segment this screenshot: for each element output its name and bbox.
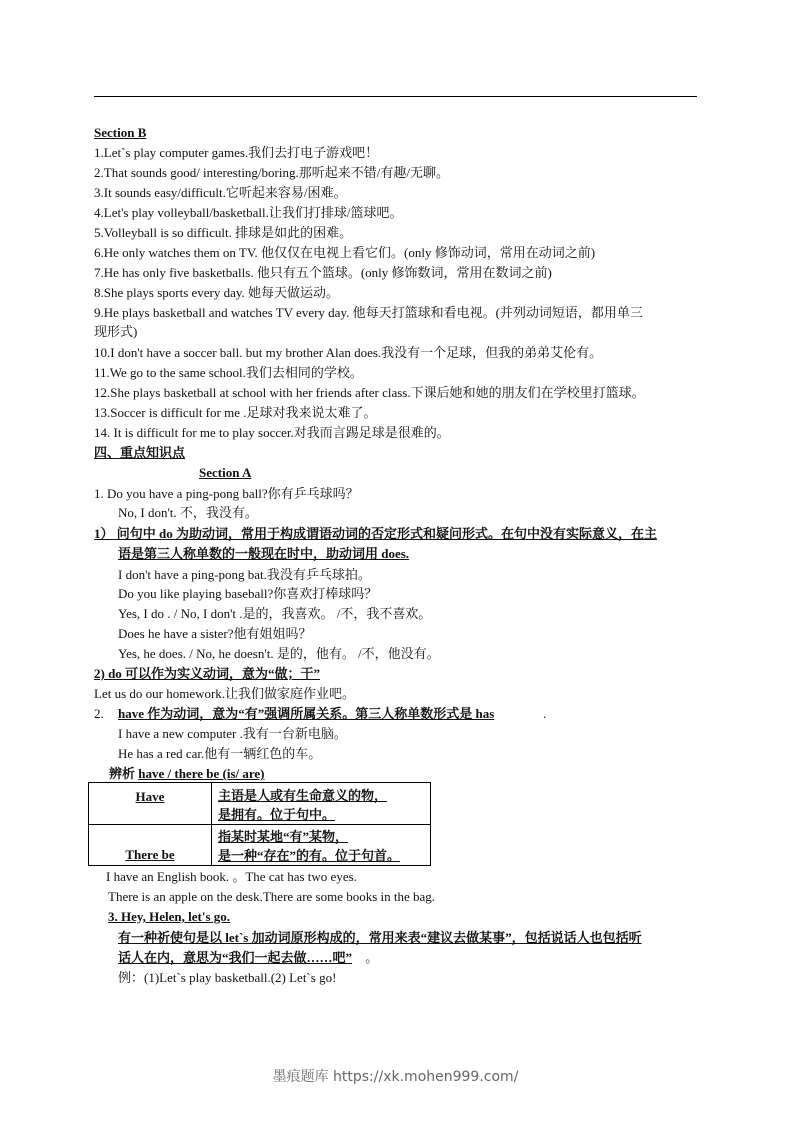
section-a-heading: Section A xyxy=(199,465,252,480)
item3-note-end: 。 xyxy=(365,950,379,965)
section-b-line: 9.He plays basketball and watches TV every day. 他每天打篮球和看电视。(并列动词短语，都用单三 xyxy=(94,305,643,320)
item2-end: . xyxy=(543,706,547,721)
section-b-line: 14. It is difficult for me to play soccer.对我而言踢足球是很难的。 xyxy=(94,425,450,440)
section-b-heading: Section B xyxy=(94,125,147,140)
term-text: Have xyxy=(135,789,165,804)
item3-note-line1: 有一种祈使句是以 let`s 加动词原形构成的，常用来表“建议去做某事”，包括说话人也包括听 xyxy=(118,930,642,945)
section-b-line: 11.We go to the same school.我们去相同的学校。 xyxy=(94,365,363,380)
table-row xyxy=(89,783,431,825)
item3-note-text: 话人在内，意思为“我们一起去做……吧” xyxy=(118,950,353,965)
note1-line2: 语是第三人称单数的一般现在时中，助动词用 does. xyxy=(118,546,410,561)
example-line: Yes, he does. / No, he doesn't. 是的，他有。 /不，他没有。 xyxy=(118,646,440,661)
after-table-line: I have an English book. 。The cat has two eyes. xyxy=(106,869,357,884)
table-term xyxy=(89,783,212,825)
desc-line: 是拥有。位于句中。 xyxy=(218,807,336,822)
desc-line: 是一种“存在”的有。位于句首。 xyxy=(218,848,401,863)
compare-heading xyxy=(109,765,265,783)
example-line: I don't have a ping-pong bat.我没有乒乓球拍。 xyxy=(118,567,371,582)
key-points-heading: 四、重点知识点 xyxy=(94,445,186,460)
example-line: I have a new computer .我有一台新电脑。 xyxy=(118,726,347,741)
section-b-line: 4.Let's play volleyball/basketball.让我们打排球/篮球吧。 xyxy=(94,205,403,220)
example-line: Does he have a sister?他有姐姐吗？ xyxy=(118,626,312,641)
item2-number: 2. xyxy=(94,706,104,721)
footer-watermark: 墨痕题库 https://xk.mohen999.com/ xyxy=(272,1069,519,1085)
item3-heading: 3. Hey, Helen, let's go. xyxy=(108,909,231,924)
desc-line: 主语是人或有生命意义的物， xyxy=(218,788,388,803)
section-b-line: 现形式) xyxy=(94,324,138,339)
table-desc xyxy=(212,783,431,825)
example-line: Do you like playing baseball?你喜欢打棒球吗？ xyxy=(118,586,378,601)
section-b-line: 2.That sounds good/ interesting/boring.那听起来不错/有趣/无聊。 xyxy=(94,165,449,180)
table-desc xyxy=(212,825,431,866)
section-b-line: 5.Volleyball is so difficult. 排球是如此的困难。 xyxy=(94,225,353,240)
compare-table xyxy=(88,782,431,866)
table-term xyxy=(89,825,212,866)
header-rule xyxy=(94,96,697,97)
note1-line1: 1） 问句中 do 为助动词，常用于构成谓语动词的否定形式和疑问形式。在句中没有实际意义，在主 xyxy=(94,526,657,541)
section-b-line: 13.Soccer is difficult for me .足球对我来说太难了。 xyxy=(94,405,377,420)
item1-answer: No, I don't. 不，我没有。 xyxy=(118,505,258,520)
compare-title: have / there be (is/ are) xyxy=(138,766,265,781)
section-b-line: 12.She plays basketball at school with her friends after class.下课后她和她的朋友们在学校里打篮球。 xyxy=(94,385,645,400)
item2-text: have 作为动词，意为“有”强调所属关系。第三人称单数形式是 has xyxy=(118,706,495,721)
example-line: He has a red car.他有一辆红色的车。 xyxy=(118,746,322,761)
section-b-line: 10.I don't have a soccer ball. but my brother Alan does.我没有一个足球，但我的弟弟艾伦有。 xyxy=(94,345,603,360)
desc-line: 指某时某地“有”某物， xyxy=(218,829,349,844)
term-text: There be xyxy=(125,847,175,862)
table-row xyxy=(89,825,431,866)
item1-question: 1. Do you have a ping-pong ball?你有乒乓球吗？ xyxy=(94,486,359,501)
section-b-line: 8.She plays sports every day. 她每天做运动。 xyxy=(94,285,340,300)
note2-example: Let us do our homework.让我们做家庭作业吧。 xyxy=(94,686,356,701)
section-b-line: 3.It sounds easy/difficult.它听起来容易/困难。 xyxy=(94,185,347,200)
example-line: Yes, I do . / No, I don't .是的，我喜欢。 /不，我不喜欢。 xyxy=(118,606,432,621)
after-table-line: There is an apple on the desk.There are some books in the bag. xyxy=(108,889,436,904)
item3-example: 例：(1)Let`s play basketball.(2) Let`s go! xyxy=(118,970,337,985)
item3-note-line2 xyxy=(118,949,378,967)
compare-label: 辨析 xyxy=(109,766,136,781)
section-b-line: 7.He has only five basketballs. 他只有五个篮球。(only 修饰数词，常用在数词之前) xyxy=(94,265,552,280)
section-b-line: 6.He only watches them on TV. 他仅仅在电视上看它们。(only 修饰动词，常用在动词之前) xyxy=(94,245,596,260)
note2-heading: 2) do 可以作为实义动词，意为“做；干” xyxy=(94,666,321,681)
section-b-line: 1.Let`s play computer games.我们去打电子游戏吧！ xyxy=(94,145,379,160)
